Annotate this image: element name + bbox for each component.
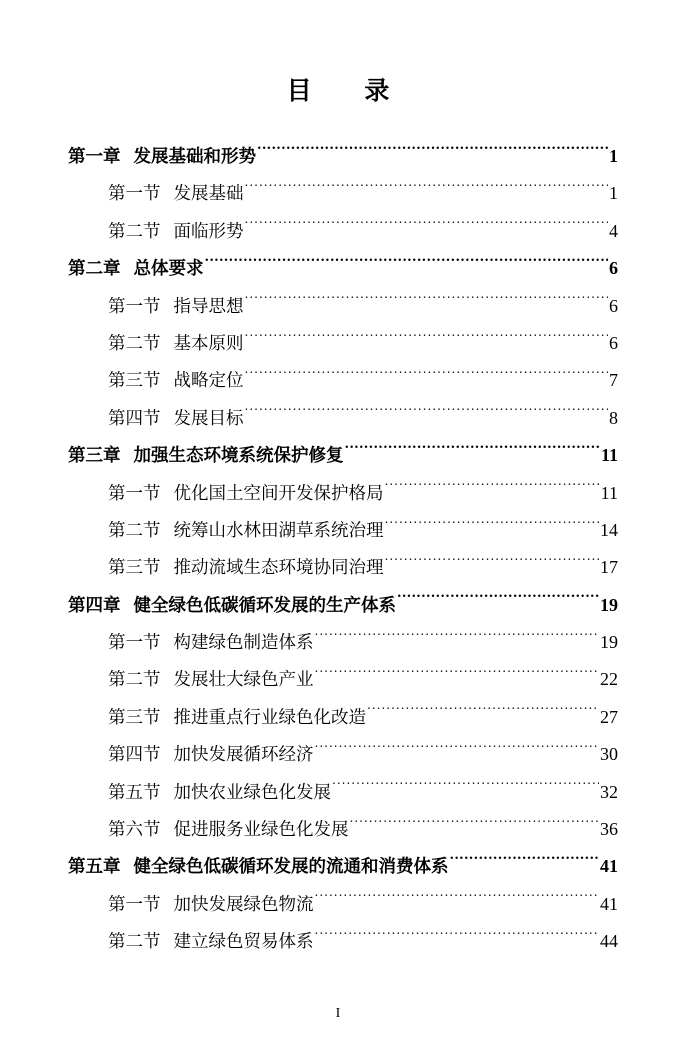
toc-entry-label: [108, 924, 314, 961]
dot-leader: [245, 294, 609, 312]
dot-leader: [315, 892, 600, 910]
section-number: 第一节: [108, 296, 161, 317]
toc-chapter-entry[interactable]: [68, 250, 618, 287]
toc-section-entry[interactable]: [68, 400, 618, 437]
chapter-title: 健全绿色低碳循环发展的流通和消费体系: [133, 857, 449, 878]
dot-leader: [205, 257, 609, 275]
toc-entry-label: [68, 849, 449, 886]
toc-entry-label: [108, 812, 349, 849]
chapter-title: 健全绿色低碳循环发展的生产体系: [133, 595, 396, 616]
toc-entry-label: [68, 251, 204, 288]
section-number: 第二节: [108, 333, 161, 354]
toc-chapter-entry[interactable]: [68, 138, 618, 175]
toc-page-number: 22: [600, 669, 618, 690]
section-title: 指导思想: [173, 296, 244, 317]
toc-page-number: 19: [600, 632, 618, 653]
dot-leader: [397, 593, 599, 611]
section-title: 统筹山水林田湖草系统治理: [173, 520, 384, 541]
toc-entry-label: [68, 438, 344, 475]
dot-leader: [245, 331, 609, 349]
toc-entry-label: [108, 887, 314, 924]
toc-section-entry[interactable]: [68, 175, 618, 212]
toc-page-number: 14: [600, 519, 618, 540]
toc-entry-label: [108, 363, 244, 400]
toc-chapter-entry[interactable]: [68, 848, 618, 885]
section-title: 促进服务业绿色化发展: [173, 820, 349, 841]
toc-page-number: 1: [609, 146, 618, 166]
section-number: 第一节: [108, 184, 161, 205]
section-title: 建立绿色贸易体系: [173, 932, 314, 953]
toc-entry-label: [108, 700, 366, 737]
page-title: 目 录: [286, 76, 412, 105]
toc-section-entry[interactable]: [68, 213, 618, 250]
dot-leader: [245, 219, 609, 237]
table-of-contents: [68, 138, 618, 961]
dot-leader: [385, 481, 600, 499]
section-number: 第四节: [108, 408, 161, 429]
dot-leader: [367, 705, 599, 723]
toc-entry-label: [108, 401, 244, 438]
toc-section-entry[interactable]: [68, 325, 618, 362]
toc-page-number: 1: [609, 183, 618, 204]
section-number: 第二节: [108, 932, 161, 953]
toc-page-number: 44: [600, 931, 618, 952]
dot-leader: [257, 145, 608, 163]
section-title: 加快发展绿色物流: [173, 894, 314, 915]
toc-section-entry[interactable]: [68, 774, 618, 811]
chapter-title: 发展基础和形势: [133, 147, 256, 167]
section-title: 基本原则: [173, 333, 244, 354]
toc-page-number: 11: [600, 445, 618, 466]
toc-section-entry[interactable]: [68, 886, 618, 923]
dot-leader: [332, 780, 599, 798]
dot-leader: [315, 930, 600, 948]
dot-leader: [385, 518, 600, 536]
toc-section-entry[interactable]: [68, 699, 618, 736]
toc-section-entry[interactable]: [68, 475, 618, 512]
dot-leader: [345, 444, 600, 462]
toc-entry-label: [108, 513, 384, 550]
section-title: 推动流域生态环境协同治理: [173, 558, 384, 579]
section-number: 第四节: [108, 745, 161, 766]
dot-leader: [450, 855, 600, 873]
section-number: 第二节: [108, 520, 161, 541]
section-title: 加快发展循环经济: [173, 745, 314, 766]
toc-entry-label: [108, 289, 244, 326]
dot-leader: [245, 182, 609, 200]
section-number: 第一节: [108, 894, 161, 915]
toc-section-entry[interactable]: [68, 923, 618, 960]
toc-entry-label: [108, 176, 244, 213]
toc-section-entry[interactable]: [68, 661, 618, 698]
toc-page-number: 11: [600, 482, 618, 503]
dot-leader: [315, 743, 600, 761]
section-number: 第二节: [108, 670, 161, 691]
toc-section-entry[interactable]: [68, 549, 618, 586]
toc-page-number: 36: [600, 819, 618, 840]
section-title: 发展壮大绿色产业: [173, 670, 314, 691]
toc-chapter-entry[interactable]: [68, 437, 618, 474]
toc-page-number: 6: [609, 332, 618, 353]
dot-leader: [315, 668, 600, 686]
dot-leader: [245, 406, 609, 424]
section-number: 第二节: [108, 221, 161, 242]
section-title: 面临形势: [173, 221, 244, 242]
toc-entry-label: [108, 476, 384, 513]
dot-leader: [385, 556, 600, 574]
chapter-number: 第一章: [68, 147, 121, 167]
toc-section-entry[interactable]: [68, 811, 618, 848]
section-number: 第三节: [108, 558, 161, 579]
section-number: 第一节: [108, 483, 161, 504]
toc-section-entry[interactable]: [68, 624, 618, 661]
toc-entry-label: [108, 737, 314, 774]
page-number-footer: I: [335, 1006, 341, 1021]
chapter-title: 总体要求: [133, 259, 204, 280]
toc-section-entry[interactable]: [68, 288, 618, 325]
section-number: 第一节: [108, 633, 161, 654]
toc-page-number: 41: [600, 856, 618, 877]
dot-leader: [350, 818, 600, 836]
toc-entry-label: [108, 550, 384, 587]
toc-page-number: 6: [609, 295, 618, 316]
section-title: 推进重点行业绿色化改造: [173, 707, 366, 728]
dot-leader: [315, 631, 600, 649]
toc-page-number: 41: [600, 893, 618, 914]
toc-entry-label: [108, 662, 314, 699]
section-number: 第三节: [108, 707, 161, 728]
toc-page-number: 19: [600, 594, 618, 615]
chapter-title: 加强生态环境系统保护修复: [133, 446, 344, 467]
section-title: 构建绿色制造体系: [173, 633, 314, 654]
chapter-number: 第二章: [68, 259, 121, 280]
toc-entry-label: [108, 775, 331, 812]
section-title: 发展基础: [173, 184, 244, 205]
section-title: 发展目标: [173, 408, 244, 429]
toc-page-number: 17: [600, 557, 618, 578]
toc-page-number: 4: [609, 220, 618, 241]
toc-page-number: 27: [600, 706, 618, 727]
section-title: 战略定位: [173, 371, 244, 392]
section-number: 第六节: [108, 820, 161, 841]
toc-page-number: 6: [609, 258, 618, 279]
dot-leader: [245, 369, 609, 387]
section-number: 第三节: [108, 371, 161, 392]
section-title: 优化国土空间开发保护格局: [173, 483, 384, 504]
toc-section-entry[interactable]: [68, 362, 618, 399]
toc-page-number: 30: [600, 744, 618, 765]
toc-page-number: 8: [609, 407, 618, 428]
toc-page-number: 7: [609, 370, 618, 391]
toc-chapter-entry[interactable]: [68, 587, 618, 624]
toc-section-entry[interactable]: [68, 736, 618, 773]
chapter-number: 第五章: [68, 857, 121, 878]
toc-entry-label: [108, 326, 244, 363]
toc-page-number: 32: [600, 781, 618, 802]
section-title: 加快农业绿色化发展: [173, 782, 331, 803]
toc-entry-label: [108, 214, 244, 251]
chapter-number: 第四章: [68, 595, 121, 616]
section-number: 第五节: [108, 782, 161, 803]
toc-section-entry[interactable]: [68, 512, 618, 549]
toc-entry-label: [68, 588, 396, 625]
toc-entry-label: [68, 139, 256, 176]
toc-entry-label: [108, 625, 314, 662]
chapter-number: 第三章: [68, 446, 121, 467]
